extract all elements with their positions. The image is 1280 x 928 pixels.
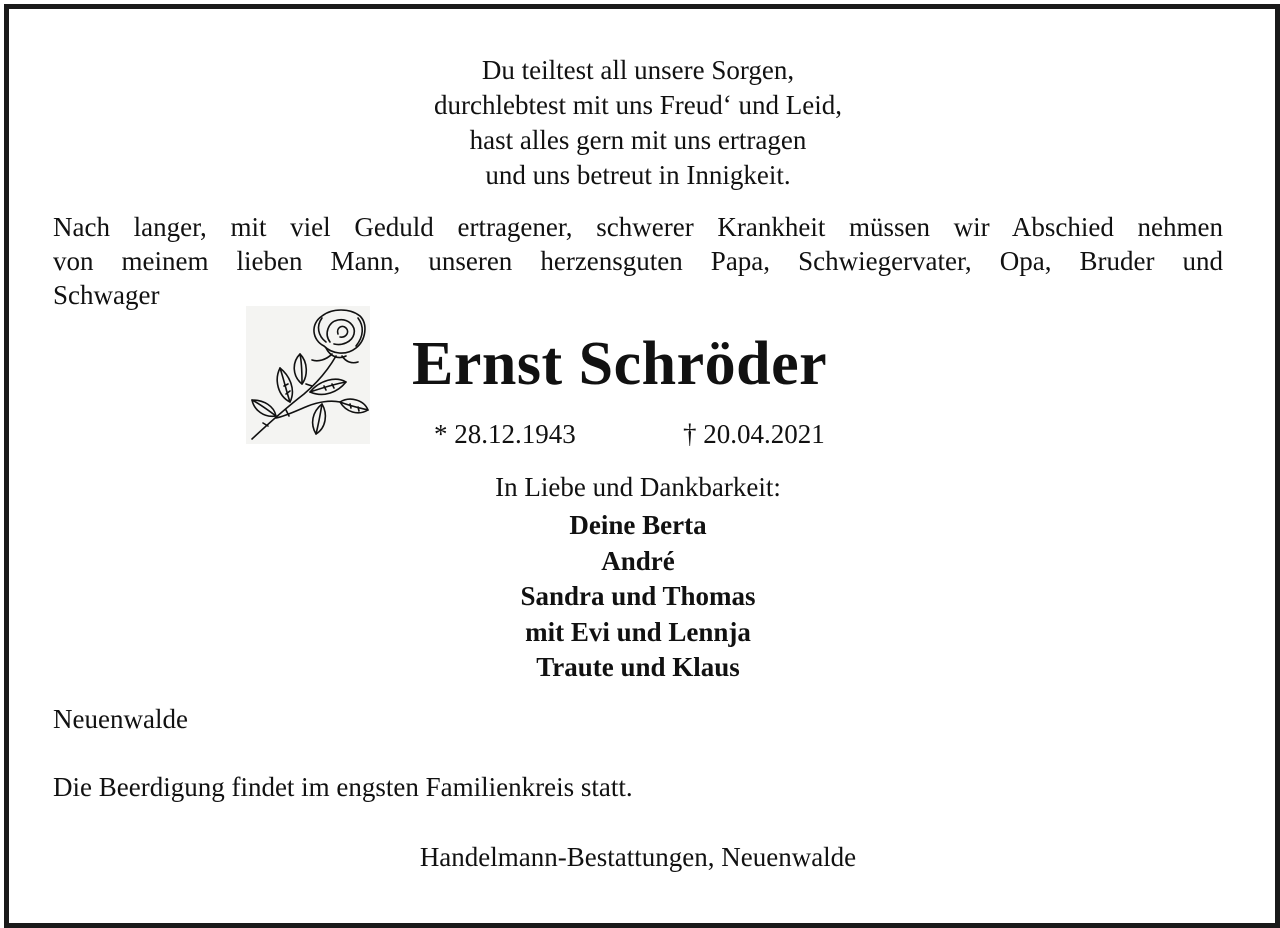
mourner-name: Traute und Klaus <box>536 652 740 682</box>
funeral-note: Die Beerdigung findet im engsten Familienkreis statt. <box>53 772 633 802</box>
birth-date: * 28.12.1943 <box>434 419 576 449</box>
poem <box>0 53 1276 193</box>
mourners-list <box>0 508 1276 686</box>
mourner-name: mit Evi und Lennja <box>525 616 751 647</box>
mourners-heading: In Liebe und Dankbarkeit: <box>495 472 781 502</box>
mourner-name: André <box>601 545 675 576</box>
mourner-name: Sandra und Thomas <box>520 581 756 611</box>
place-name: Neuenwalde <box>53 704 188 734</box>
death-date: † 20.04.2021 <box>683 419 825 449</box>
intro-paragraph <box>53 210 1223 312</box>
poem-line: durchlebtest mit uns Freud‘ und Leid, <box>434 90 842 120</box>
mourner-name: Deine Berta <box>569 510 707 540</box>
intro-line: von meinem lieben Mann, unseren herzensguten Papa, Schwiegervater, Opa, Bruder und <box>53 246 1223 276</box>
intro-line: Schwager <box>53 280 160 310</box>
rose-icon <box>246 306 370 444</box>
deceased-name: Ernst Schröder <box>412 330 828 398</box>
poem-line: Du teiltest all unsere Sorgen, <box>481 55 795 85</box>
undertaker-name: Handelmann-Bestattungen, Neuenwalde <box>419 842 857 872</box>
intro-line: Nach langer, mit viel Geduld ertragener, schwerer Krankheit müssen wir Abschied nehmen <box>53 212 1223 242</box>
poem-line: hast alles gern mit uns ertragen <box>469 125 807 155</box>
poem-line: und uns betreut in Innigkeit. <box>485 160 791 190</box>
